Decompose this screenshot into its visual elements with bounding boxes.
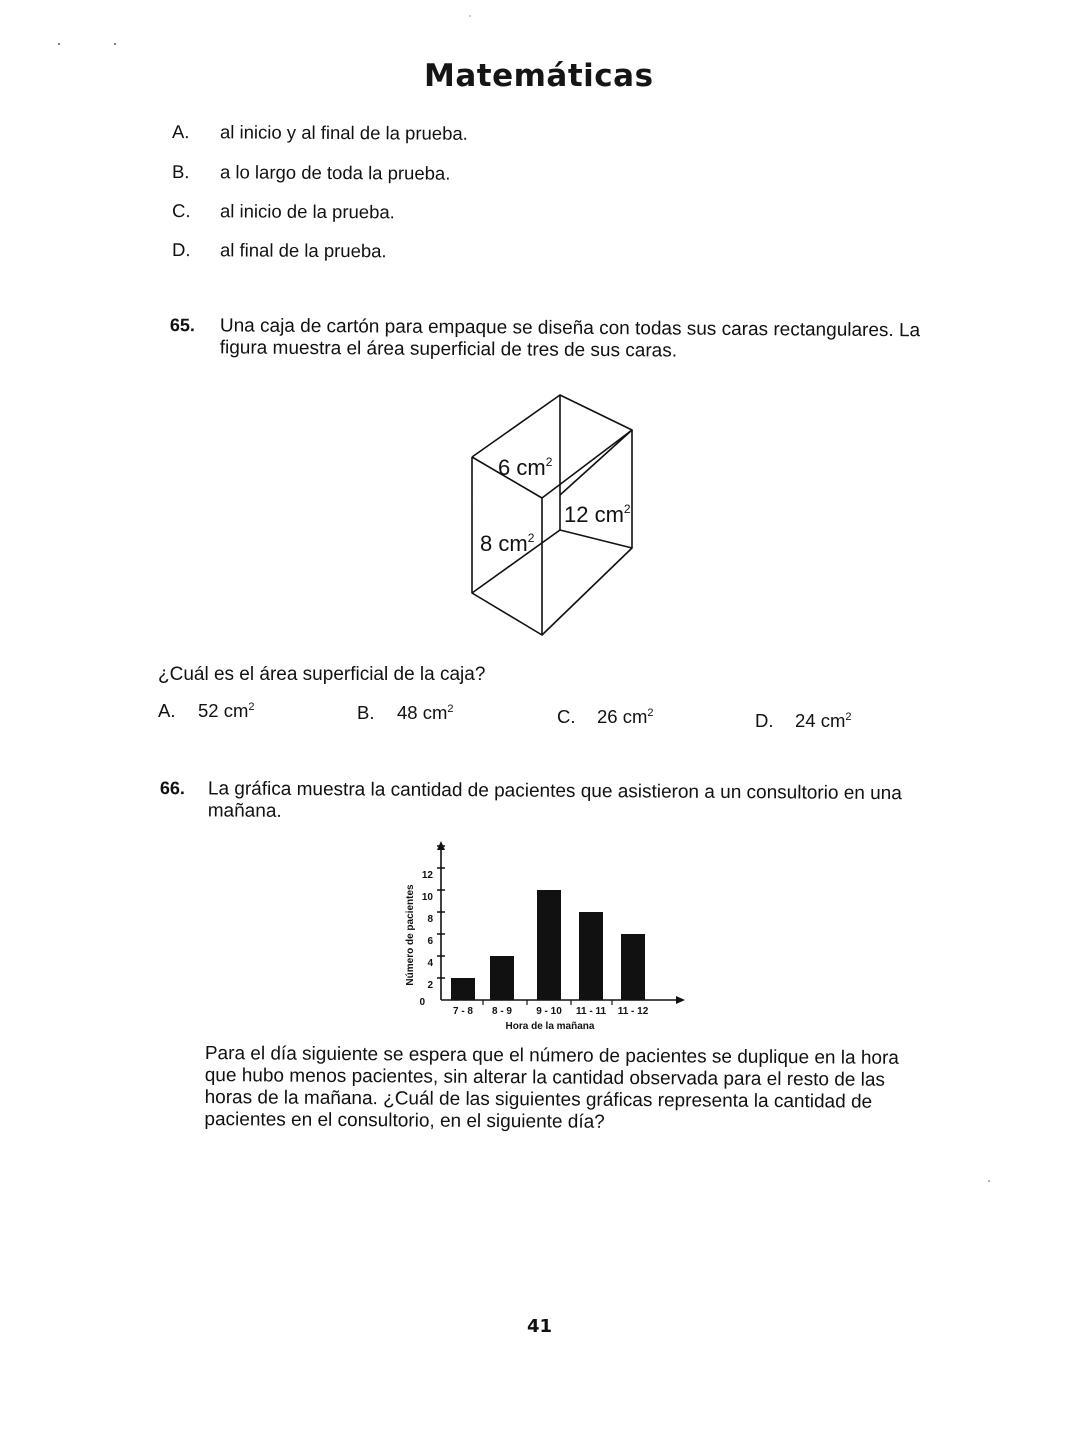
- x-tick-label: 7 - 8: [452, 1006, 474, 1017]
- paragraph-line: pacientes en el consultorio, en el siguiente día?: [204, 1108, 605, 1133]
- x-axis-arrow-icon: [676, 996, 685, 1004]
- option-letter: C.: [557, 706, 576, 727]
- option-exponent: 2: [447, 703, 454, 715]
- page-number: 41: [527, 1316, 553, 1337]
- top-face-label: 6 $cm^2$: [498, 455, 553, 480]
- bar: [490, 956, 514, 1000]
- bar: [451, 978, 475, 1000]
- scan-speck: [58, 43, 60, 45]
- option-text: a lo largo de toda la prueba.: [219, 161, 451, 184]
- option-value: 26 cm: [597, 706, 648, 727]
- q65-option-b[interactable]: [357, 702, 454, 724]
- bar: [537, 890, 561, 1000]
- q66-stem-line2: mañana.: [207, 800, 282, 822]
- y-tick-label: 10: [421, 892, 433, 903]
- q65-option-d[interactable]: [755, 710, 852, 732]
- option-text: al inicio de la prueba.: [219, 200, 395, 223]
- option-letter: B.: [171, 161, 190, 183]
- paragraph-line: que hubo menos pacientes, sin alterar la cantidad observada para el resto de las: [204, 1064, 886, 1091]
- option-letter: C.: [171, 200, 191, 222]
- y-tick-label: 6: [427, 936, 433, 947]
- q65-stem: [170, 314, 950, 364]
- y-tick-label: 2: [427, 980, 433, 991]
- question-number: 65.: [169, 314, 196, 336]
- page-title: Matemáticas: [424, 58, 654, 94]
- q65-question: ¿Cuál es el área superficial de la caja?: [158, 664, 486, 685]
- option-value: 52 cm: [198, 700, 249, 721]
- q65-stem-line2: figura muestra el área superficial de tres de sus caras.: [219, 337, 678, 362]
- option-letter: D.: [171, 239, 191, 261]
- box-figure: [460, 385, 660, 645]
- y-tick-label: 12: [421, 870, 433, 881]
- y-tick-label: 4: [427, 958, 433, 969]
- prev-option-a: [172, 121, 468, 145]
- prev-option-b: [172, 161, 451, 185]
- q65-option-a[interactable]: [158, 700, 255, 722]
- front-face-label: 8 $cm^2$: [480, 531, 535, 556]
- q66-paragraph: [204, 1043, 927, 1136]
- q65-stem-line1: Una caja de cartón para empaque se diseña con todas sus caras rectangulares. La: [219, 315, 921, 342]
- scan-speck: [114, 43, 116, 45]
- option-text: al final de la prueba.: [219, 239, 387, 262]
- question-number: 66.: [159, 778, 186, 799]
- paragraph-line: Para el día siguiente se espera que el número de pacientes se duplique en la hora: [204, 1043, 899, 1069]
- option-letter: B.: [357, 702, 375, 723]
- q66-stem: [160, 777, 950, 828]
- option-exponent: 2: [248, 701, 255, 713]
- prev-option-d: [172, 239, 387, 262]
- x-tick-label: 11 - 12: [617, 1006, 649, 1017]
- paragraph-line: horas de la mañana. ¿Cuál de las siguientes gráficas representa la cantidad de: [204, 1086, 873, 1113]
- x-tick-label: 11 - 11: [575, 1006, 607, 1017]
- option-value: 48 cm: [397, 702, 448, 723]
- option-value: 24 cm: [795, 710, 846, 731]
- y-tick-label: 8: [427, 914, 433, 925]
- option-exponent: 2: [845, 711, 852, 723]
- q65-option-c[interactable]: [557, 706, 654, 728]
- y-axis-title: Número de pacientes: [405, 884, 416, 986]
- prev-option-c: [172, 200, 395, 223]
- y-tick-label: 0: [419, 997, 425, 1008]
- x-axis-title: Hora de la mañana: [505, 1021, 595, 1032]
- q66-stem-line1: La gráfica muestra la cantidad de pacientes que asistieron a un consultorio en una: [207, 778, 902, 805]
- option-letter: D.: [755, 710, 774, 731]
- option-text: al inicio y al final de la prueba.: [219, 121, 468, 144]
- x-tick-label: 8 - 9: [491, 1006, 513, 1017]
- bar: [621, 934, 645, 1000]
- right-face-label: 12 $cm^2$: [564, 502, 631, 527]
- scan-speck: [988, 1180, 990, 1182]
- option-letter: A.: [158, 700, 176, 721]
- x-tick-label: 9 - 10: [536, 1006, 562, 1017]
- scan-speck: [469, 15, 471, 17]
- option-exponent: 2: [647, 707, 654, 719]
- option-letter: A.: [171, 121, 190, 143]
- patients-bar-chart: [395, 840, 695, 1035]
- bar: [579, 912, 603, 1000]
